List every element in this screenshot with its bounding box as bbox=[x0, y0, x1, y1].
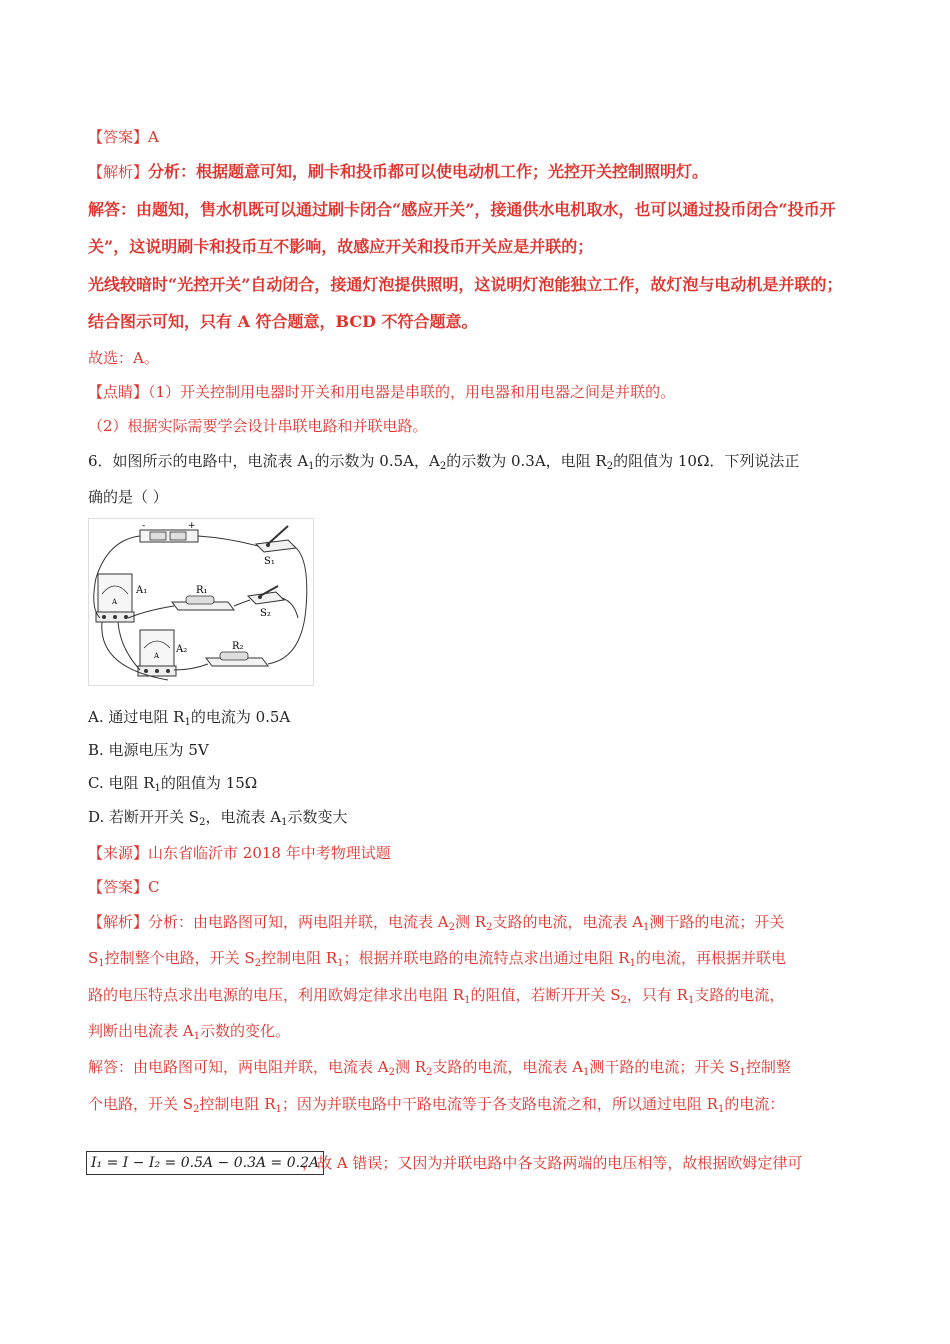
q5-answer-line bbox=[88, 127, 159, 147]
q6-solution-line-3: ，故 A 错误；又因为并联电路中各支路两端的电压相等，故根据欧姆定律可 bbox=[302, 1154, 803, 1172]
q6-source-line bbox=[88, 843, 391, 863]
q5-solution-line-3: 光线较暗时“光控开关”自动闭合，接通灯泡提供照明，这说明灯泡能独立工作，故灯泡与电动机是并联的； bbox=[88, 275, 843, 294]
battery-plus-label: + bbox=[188, 521, 196, 531]
tip-tag: 【点睛】 bbox=[88, 383, 149, 401]
q6-solution-line-2: 个电路，开关 $S_2$控制电阻 $R_1$；因为并联电路中干路电流等于各支路电流之和，所以通过电阻 $R_1$的电流： bbox=[88, 1095, 785, 1115]
svg-text:A: A bbox=[154, 652, 160, 660]
q6-stem-line-1: 6．如图所示的电路中，电流表 $A_1$的示数为 0.5A，$A_2$的示数为 0.3A，电阻 $R_2$的阻值为 10Ω．下列说法正 bbox=[88, 452, 800, 472]
switch-s1-label: S₁ bbox=[264, 556, 275, 567]
formula-box: I₁ = I − I₂ = 0.5A − 0.3A = 0.2A bbox=[86, 1151, 324, 1175]
q5-analysis-line bbox=[88, 162, 708, 182]
battery-minus-label: - bbox=[142, 521, 146, 531]
option-d: D. 若断开开关 $S_2$，电流表 $A_1$示数变大 bbox=[88, 808, 348, 828]
q6-analysis-line-4: 判断出电流表 $A_1$示数的变化。 bbox=[88, 1022, 290, 1042]
option-c: C. 电阻 $R_1$的阻值为 15Ω bbox=[88, 774, 258, 794]
q6-answer-line bbox=[88, 877, 160, 897]
resistor-r2-label: R₂ bbox=[232, 641, 244, 652]
ammeter-a1-label: A₁ bbox=[136, 585, 148, 596]
switch-s2-label: S₂ bbox=[260, 608, 271, 619]
q6-solution-line-1: 解答：由电路图可知，两电阻并联，电流表 $A_2$测 $R_2$支路的电流，电流表 $A_1$测干路的电流；开关 $S_1$控制整 bbox=[88, 1058, 791, 1078]
analysis-text: 分析：根据题意可知，刷卡和投币都可以使电动机工作；光控开关控制照明灯。 bbox=[148, 162, 709, 181]
analysis-tag: 【解析】 bbox=[88, 913, 149, 931]
ammeter-a2-label: A₂ bbox=[176, 644, 188, 655]
resistor-r1-label: R₁ bbox=[196, 585, 208, 596]
q5-tip-line-1 bbox=[88, 382, 675, 402]
answer-tag: 【答案】 bbox=[88, 878, 149, 896]
option-b: B. 电源电压为 5V bbox=[88, 741, 209, 759]
source-tag: 【来源】 bbox=[88, 844, 149, 862]
q5-choice: 故选：A。 bbox=[88, 349, 159, 367]
source-text: 山东省临沂市 2018 年中考物理试题 bbox=[148, 844, 391, 862]
answer-value: A bbox=[148, 128, 159, 146]
circuit-diagram bbox=[88, 518, 314, 686]
q5-tip-line-2: （2）根据实际需要学会设计串联电路和并联电路。 bbox=[88, 417, 428, 435]
q5-solution-line-2: 关”，这说明刷卡和投币互不影响，故感应开关和投币开关应是并联的； bbox=[88, 237, 594, 256]
q6-stem-line-2: 确的是（ ） bbox=[88, 488, 168, 506]
svg-text:A: A bbox=[112, 598, 118, 606]
answer-tag: 【答案】 bbox=[88, 128, 149, 146]
option-a: A. 通过电阻 $R_1$的电流为 0.5A bbox=[88, 708, 291, 728]
q5-solution-line-1: 解答：由题知，售水机既可以通过刷卡闭合“感应开关”，接通供水电机取水，也可以通过投币闭合“投币开 bbox=[88, 200, 836, 219]
q6-analysis-line-3: 路的电压特点求出电源的电压，利用欧姆定律求出电阻 $R_1$的阻值，若断开开关 $S_2$，只有 $R_1$支路的电流， bbox=[88, 986, 785, 1006]
q6-analysis-line-1: 【解析】分析：由电路图可知，两电阻并联，电流表 $A_2$测 $R_2$支路的电流，电流表 $A_1$测干路的电流；开关 bbox=[88, 913, 785, 933]
q5-solution-line-4: 结合图示可知，只有 A 符合题意，BCD 不符合题意。 bbox=[88, 312, 478, 331]
q6-analysis-line-2: $S_1$控制整个电路，开关 $S_2$控制电阻 $R_1$；根据并联电路的电流特点求出通过电阻 $R_1$的电流，再根据并联电 bbox=[88, 949, 786, 969]
answer-value: C bbox=[148, 878, 160, 896]
analysis-tag: 【解析】 bbox=[88, 163, 149, 181]
tip-text: （1）开关控制用电器时开关和用电器是串联的，用电器和用电器之间是并联的。 bbox=[148, 383, 676, 401]
